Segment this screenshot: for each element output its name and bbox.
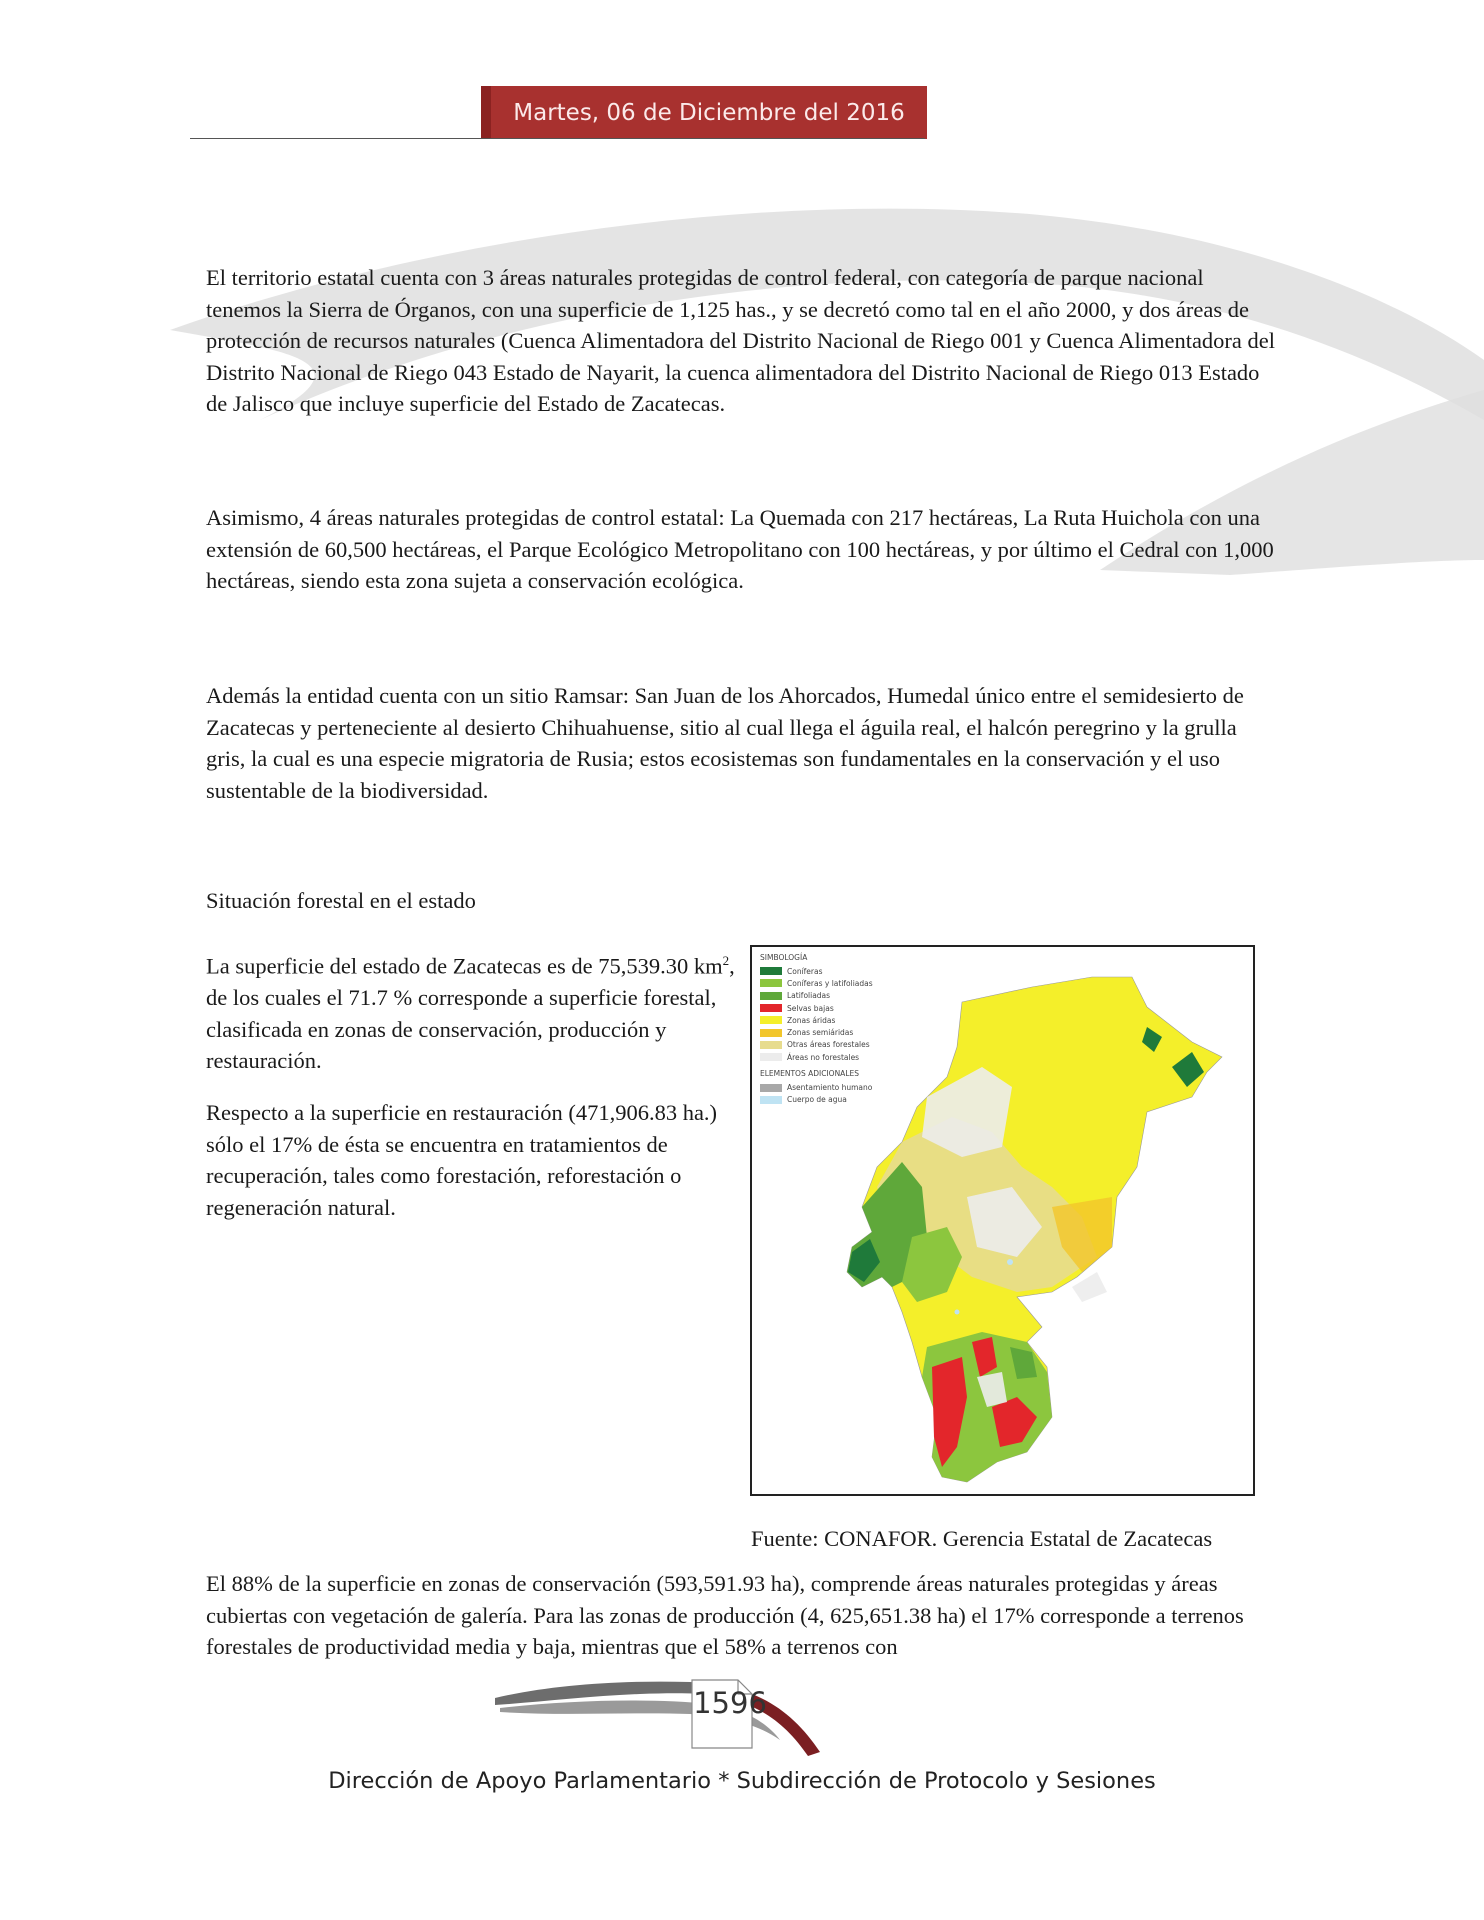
legend-swatch [760, 967, 782, 975]
paragraph-federal-areas: El territorio estatal cuenta con 3 áreas naturales protegidas de control federal, con categoría de parque nacional tenemos la Sierra de Órganos, con una superficie de 1,125 has., y se decretó como tal en el año 2000, y dos áreas de protección de recursos naturales (Cuenca Alimentadora del Distrito Nacional de Riego 001 y Cuenca Alimentadora del Distrito Nacional de Riego 043 Estado de Nayarit, la cuenca alimentadora del Distrito Nacional de Riego 013 Estado de Jalisco que incluye superficie del Estado de Zacatecas. [206, 265, 1276, 416]
footer-swoosh-icon [490, 1660, 830, 1760]
paragraph-ramsar-site: Además la entidad cuenta con un sitio Ramsar: San Juan de los Ahorcados, Humedal único entre el semidesierto de Zacatecas y perteneciente al desierto Chihuahuense, sitio al cual llega el águila real, el halcón peregrino y la grulla gris, la cual es una especie migratoria de Rusia; estos ecosistemas son fundamentales en la conservación y el uso sustentable de la biodiversidad. [206, 683, 1244, 803]
legend-label: Cuerpo de agua [787, 1095, 847, 1105]
paragraph-conservation-zones: El 88% de la superficie en zonas de conservación (593,591.93 ha), comprende áreas naturales protegidas y áreas cubiertas con vegetación de galería. Para las zonas de producción (4, 625,651.38 ha) el 17% corresponde a terrenos forestales de productividad media y baja, mientras que el 58% a terrenos con [206, 1571, 1244, 1659]
legend-swatch [760, 992, 782, 1000]
legend-label: Selvas bajas [787, 1003, 834, 1013]
legend-swatch [760, 1084, 782, 1092]
surface-text-start: La superficie del estado de Zacatecas es de 75,539.30 km [206, 953, 723, 979]
header-rule [190, 138, 925, 139]
legend-label: Coníferas [787, 966, 823, 976]
legend-swatch [760, 1096, 782, 1104]
page-number: 1596 [693, 1686, 767, 1720]
legend-item [760, 1014, 873, 1026]
section-heading: Situación forestal en el estado [206, 888, 476, 913]
legend-item [760, 1002, 873, 1014]
legend-swatch [760, 1029, 782, 1037]
map-legend [760, 953, 873, 1106]
paragraph-restoration: Respecto a la superficie en restauración (471,906.83 ha.) sólo el 17% de ésta se encuentra en tratamientos de recuperación, tales como forestación, reforestación o regeneración natural. [206, 1100, 718, 1220]
legend-label: Coníferas y latifoliadas [787, 978, 873, 988]
legend-item [760, 965, 873, 977]
legend-swatch [760, 979, 782, 987]
legend-item [760, 977, 873, 989]
legend-label: Zonas semiáridas [787, 1028, 854, 1038]
forest-map [750, 945, 1255, 1496]
legend-title: SIMBOLOGÍA [760, 953, 808, 962]
legend-swatch [760, 1053, 782, 1061]
legend-label: Asentamiento humano [787, 1083, 873, 1093]
legend-swatch [760, 1004, 782, 1012]
legend-item [760, 1026, 873, 1038]
legend-label: Latifoliadas [787, 991, 831, 1001]
legend-label: Zonas áridas [787, 1015, 836, 1025]
date-text: Martes, 06 de Diciembre del 2016 [513, 99, 905, 126]
legend-item [760, 1039, 873, 1051]
legend-item [760, 1051, 873, 1063]
legend-extra-title: ELEMENTOS ADICIONALES [760, 1069, 859, 1079]
footer-text: Dirección de Apoyo Parlamentario * Subdirección de Protocolo y Sesiones [328, 1768, 1156, 1794]
surface-text-end: , de los cuales el 71.7 % corresponde a superficie forestal, clasificada en zonas de conservación, producción y restauración. [206, 953, 735, 1073]
date-banner [481, 86, 927, 139]
paragraph-state-areas: Asimismo, 4 áreas naturales protegidas de control estatal: La Quemada con 217 hectáreas, La Ruta Huichola con una extensión de 60,500 hectáreas, el Parque Ecológico Metropolitano con 100 hectáreas, y por último el Cedral con 1,000 hectáreas, siendo esta zona sujeta a conservación ecológica. [206, 505, 1274, 593]
legend-label: Otras áreas forestales [787, 1040, 870, 1050]
paragraph-state-surface [206, 945, 736, 1077]
legend-swatch [760, 1041, 782, 1049]
superscript: 2 [722, 953, 730, 968]
map-caption: Fuente: CONAFOR. Gerencia Estatal de Zacatecas [751, 1526, 1213, 1551]
legend-item [760, 990, 873, 1002]
legend-swatch [760, 1016, 782, 1024]
legend-item [760, 1094, 873, 1106]
legend-label: Áreas no forestales [787, 1052, 860, 1062]
legend-item [760, 1081, 873, 1093]
